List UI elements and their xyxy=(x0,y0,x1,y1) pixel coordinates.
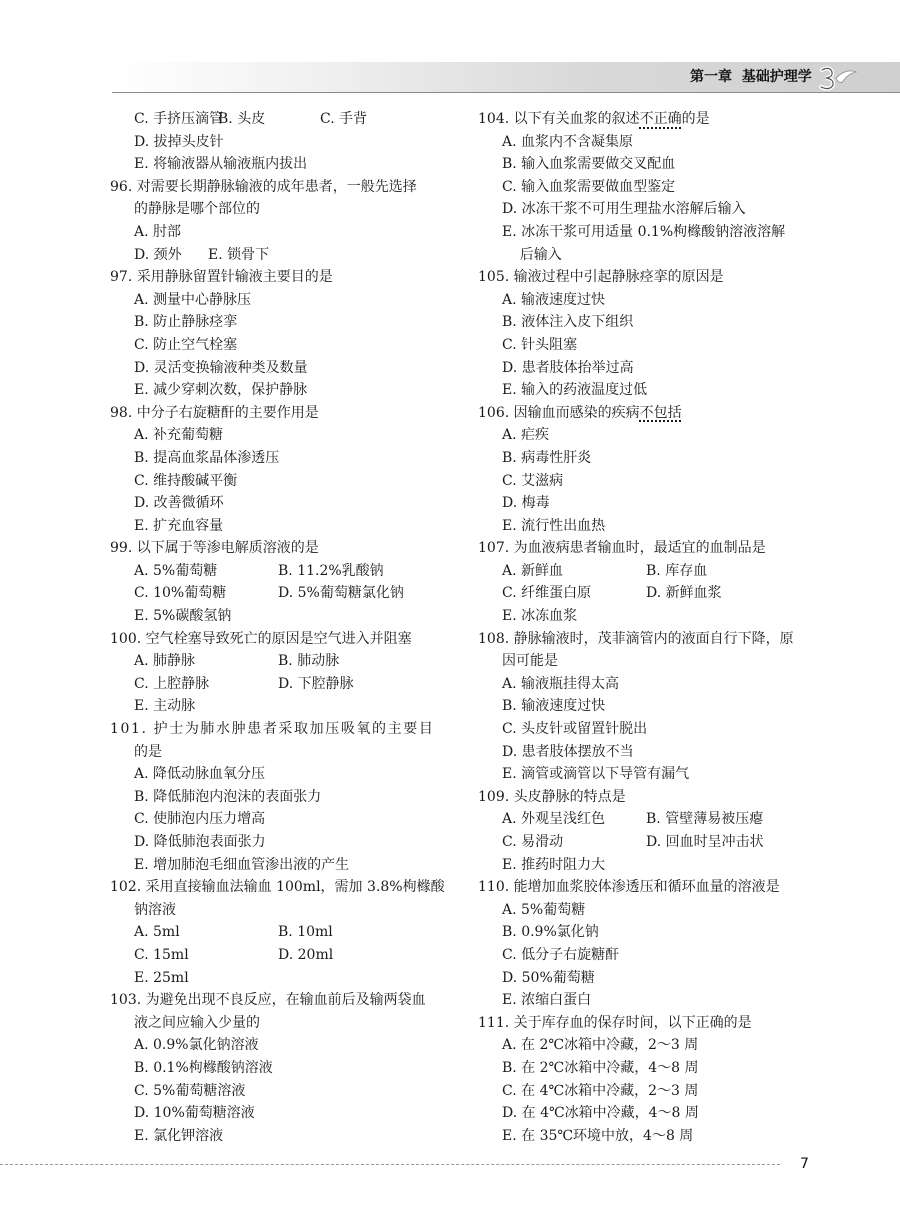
answer-option xyxy=(110,289,510,312)
question-stem-continued xyxy=(110,899,510,922)
option-text: D. 患者肢体摆放不当 xyxy=(502,743,634,760)
chapter-label: 第一章 xyxy=(690,69,732,85)
right-column xyxy=(478,108,890,1147)
question-stem xyxy=(478,628,890,651)
option-text: A. 5%葡萄糖 xyxy=(134,562,218,579)
answer-option xyxy=(478,470,890,493)
option-text: D. 梅毒 xyxy=(502,495,550,512)
answer-option xyxy=(478,357,890,380)
question-text: 钠溶液 xyxy=(134,901,176,918)
option-text: B. 管壁薄易被压瘪 xyxy=(646,811,764,828)
answer-option xyxy=(110,131,510,154)
question-stem xyxy=(478,876,890,899)
option-text: C. 在 4℃冰箱中冷藏，2～3 周 xyxy=(502,1082,699,1099)
question-stem xyxy=(478,108,890,131)
option-text: B. 液体注入皮下组织 xyxy=(502,314,634,331)
option-text: A. 5%葡萄糖 xyxy=(502,901,586,918)
question-text: 99. 以下属于等渗电解质溶液的是 xyxy=(110,540,319,557)
answer-option xyxy=(110,447,510,470)
option-text: E. 滴管或滴管以下导管有漏气 xyxy=(502,766,690,783)
question-text: 因可能是 xyxy=(502,653,558,670)
option-text: D. 在 4℃冰箱中冷藏，4～8 周 xyxy=(502,1105,699,1122)
answer-option xyxy=(478,967,890,990)
answer-option-row xyxy=(110,560,510,583)
option-text: E. 锁骨下 xyxy=(208,246,270,263)
option-text: E. 输入的药液温度过低 xyxy=(502,382,648,399)
answer-option xyxy=(110,1125,510,1148)
option-text: A. 5ml xyxy=(134,924,180,941)
option-text: E. 扩充血容量 xyxy=(134,517,224,534)
answer-option xyxy=(478,741,890,764)
option-text: C. 艾滋病 xyxy=(502,472,564,489)
answer-option-row xyxy=(110,673,510,696)
question-stem xyxy=(110,718,510,741)
question-text: 104. 以下有关血浆的叙述 xyxy=(478,111,640,127)
question-stem xyxy=(110,876,510,899)
option-text: E. 流行性出血热 xyxy=(502,517,606,534)
option-text: C. 防止空气栓塞 xyxy=(134,336,238,353)
option-text: A. 测量中心静脉压 xyxy=(134,291,252,308)
question-text: 98. 中分子右旋糖酐的主要作用是 xyxy=(110,404,319,421)
option-text: A. 在 2℃冰箱中冷藏，2～3 周 xyxy=(502,1037,699,1054)
question-text: 后输入 xyxy=(502,246,562,263)
option-text: A. 血浆内不含凝集原 xyxy=(502,133,634,150)
answer-option-row xyxy=(110,650,510,673)
publisher-logo-icon xyxy=(816,64,860,92)
option-text: A. 0.9%氯化钠溶液 xyxy=(134,1037,259,1054)
page-number: 7 xyxy=(800,1156,809,1172)
option-text: C. 5%葡萄糖溶液 xyxy=(134,1082,246,1099)
option-text: E. 氯化钾溶液 xyxy=(134,1127,224,1144)
option-text: E. 在 35℃环境中放，4～8 周 xyxy=(502,1127,694,1144)
answer-option xyxy=(110,1102,510,1125)
answer-option xyxy=(478,763,890,786)
question-stem xyxy=(110,402,510,425)
option-text: E. 减少穿刺次数，保护静脉 xyxy=(134,382,308,399)
answer-option xyxy=(110,424,510,447)
answer-option xyxy=(110,854,510,877)
option-text: C. 低分子右旋糖酐 xyxy=(502,946,620,963)
answer-option xyxy=(478,289,890,312)
option-text: D. 下腔静脉 xyxy=(278,675,354,692)
question-text: 109. 头皮静脉的特点是 xyxy=(478,788,626,805)
option-text: D. 新鲜血浆 xyxy=(646,585,722,602)
answer-option xyxy=(110,492,510,515)
option-text: A. 肺静脉 xyxy=(134,653,196,670)
option-text: A. 新鲜血 xyxy=(502,562,564,579)
answer-option xyxy=(478,334,890,357)
option-text: C. 输入血浆需要做血型鉴定 xyxy=(502,178,676,195)
emphasized-text: 不正确 xyxy=(639,111,682,127)
answer-option xyxy=(110,1034,510,1057)
answer-option xyxy=(110,786,510,809)
option-text: A. 输液瓶挂得太高 xyxy=(502,675,620,692)
option-text: C. 头皮针或留置针脱出 xyxy=(502,721,648,738)
option-text: E. 浓缩白蛋白 xyxy=(502,992,592,1009)
answer-option xyxy=(110,515,510,538)
answer-option xyxy=(478,695,890,718)
footer-rule xyxy=(0,1164,780,1165)
question-text: 108. 静脉输液时，茂菲滴管内的液面自行下降，原 xyxy=(478,630,794,647)
option-text: C. 上腔静脉 xyxy=(134,675,210,692)
answer-option xyxy=(110,379,510,402)
option-text: E. 将输液器从输液瓶内拔出 xyxy=(134,156,308,173)
question-stem xyxy=(110,989,510,1012)
answer-option-row xyxy=(478,808,890,831)
question-text: 100. 空气栓塞导致死亡的原因是空气进入并阻塞 xyxy=(110,630,412,647)
question-stem-continued xyxy=(478,244,890,267)
option-text: D. 患者肢体抬举过高 xyxy=(502,359,634,376)
option-text: E. 25ml xyxy=(134,969,189,986)
option-text: C. 针头阻塞 xyxy=(502,336,578,353)
option-text: E. 增加肺泡毛细血管渗出液的产生 xyxy=(134,856,350,873)
option-text: D. 颈外 xyxy=(134,246,182,263)
answer-option xyxy=(478,311,890,334)
option-text: D. 冰冻干浆不可用生理盐水溶解后输入 xyxy=(502,201,746,218)
option-text: C. 10%葡萄糖 xyxy=(134,585,227,602)
left-column xyxy=(110,108,510,1147)
option-text: B. 10ml xyxy=(278,924,333,941)
option-text: E. 主动脉 xyxy=(134,698,196,715)
answer-option-row xyxy=(478,560,890,583)
answer-option xyxy=(110,153,510,176)
question-text: 110. 能增加血浆胶体渗透压和循环血量的溶液是 xyxy=(478,879,780,896)
answer-option xyxy=(478,1057,890,1080)
answer-option xyxy=(478,989,890,1012)
answer-option xyxy=(478,1102,890,1125)
answer-option xyxy=(478,673,890,696)
answer-option xyxy=(110,357,510,380)
question-text: 102. 采用直接输血法输血 100ml，需加 3.8%枸橼酸 xyxy=(110,879,445,896)
option-text: C. 15ml xyxy=(134,946,189,963)
question-text: 105. 输液过程中引起静脉痉挛的原因是 xyxy=(478,269,724,286)
option-text: B. 输液速度过快 xyxy=(502,698,606,715)
answer-option xyxy=(478,718,890,741)
option-text: B. 头皮 xyxy=(218,111,266,127)
question-text: 的是 xyxy=(134,743,162,760)
option-text: B. 降低肺泡内泡沫的表面张力 xyxy=(134,788,322,805)
question-text: 107. 为血液病患者输血时，最适宜的血制品是 xyxy=(478,540,766,557)
answer-option xyxy=(478,515,890,538)
option-text: C. 使肺泡内压力增高 xyxy=(134,811,266,828)
option-text: D. 5%葡萄糖氯化钠 xyxy=(278,585,404,602)
answer-option xyxy=(110,1080,510,1103)
option-text: C. 手挤压滴管 xyxy=(134,111,224,127)
answer-option xyxy=(110,831,510,854)
question-text: 的静脉是哪个部位的 xyxy=(134,201,260,218)
answer-option xyxy=(478,921,890,944)
question-stem-continued xyxy=(478,650,890,673)
option-text: C. 纤维蛋白原 xyxy=(502,585,592,602)
question-text: 液之间应输入少量的 xyxy=(134,1014,260,1031)
option-text: D. 10%葡萄糖溶液 xyxy=(134,1105,255,1122)
answer-option xyxy=(478,221,890,244)
option-text: B. 11.2%乳酸钠 xyxy=(278,562,384,579)
question-stem xyxy=(478,402,890,425)
answer-option xyxy=(478,899,890,922)
option-text: D. 灵活变换输液种类及数量 xyxy=(134,359,308,376)
option-text: B. 0.1%枸橼酸钠溶液 xyxy=(134,1059,273,1076)
answer-option xyxy=(478,854,890,877)
option-text: B. 输入血浆需要做交叉配血 xyxy=(502,156,676,173)
answer-option xyxy=(110,763,510,786)
question-text: 101. 护士为肺水肿患者采取加压吸氧的主要目 xyxy=(110,721,435,738)
option-text: A. 疟疾 xyxy=(502,427,550,444)
option-text: E. 冰冻干浆可用适量 0.1%枸橼酸钠溶液溶解 xyxy=(502,223,786,240)
answer-option xyxy=(478,131,890,154)
answer-option xyxy=(478,198,890,221)
answer-option xyxy=(478,447,890,470)
answer-option xyxy=(110,470,510,493)
option-text: A. 外观呈浅红色 xyxy=(502,811,606,828)
question-stem xyxy=(478,266,890,289)
option-text: B. 防止静脉痉挛 xyxy=(134,314,238,331)
question-stem xyxy=(478,537,890,560)
answer-option xyxy=(478,379,890,402)
option-text: D. 拔掉头皮针 xyxy=(134,133,224,150)
option-text: B. 在 2℃冰箱中冷藏，4～8 周 xyxy=(502,1059,699,1076)
option-text: B. 0.9%氯化钠 xyxy=(502,924,599,941)
answer-option-row xyxy=(110,244,510,267)
question-stem xyxy=(478,786,890,809)
answer-option-row xyxy=(478,582,890,605)
question-text: 103. 为避免出现不良反应，在输血前后及输两袋血 xyxy=(110,992,426,1009)
question-text-end: 的是 xyxy=(681,111,710,127)
option-text: D. 降低肺泡表面张力 xyxy=(134,834,266,850)
answer-option xyxy=(110,695,510,718)
option-text: B. 库存血 xyxy=(646,562,708,579)
option-text: D. 改善微循环 xyxy=(134,495,224,512)
option-text: B. 病毒性肝炎 xyxy=(502,449,592,466)
answer-option-row xyxy=(110,944,510,967)
answer-option xyxy=(110,605,510,628)
question-text: 106. 因输血而感染的疾病 xyxy=(478,404,640,421)
answer-option xyxy=(478,492,890,515)
running-header xyxy=(690,66,812,88)
answer-option xyxy=(478,1080,890,1103)
option-text: B. 提高血浆晶体渗透压 xyxy=(134,449,280,466)
option-text: A. 肘部 xyxy=(134,223,182,240)
question-stem xyxy=(110,537,510,560)
answer-option xyxy=(110,808,510,831)
answer-option-row xyxy=(478,831,890,854)
option-text: C. 维持酸碱平衡 xyxy=(134,472,238,489)
answer-option xyxy=(478,605,890,628)
option-text: D. 20ml xyxy=(278,946,334,963)
question-stem xyxy=(110,266,510,289)
answer-option xyxy=(110,1057,510,1080)
answer-option xyxy=(478,944,890,967)
answer-option-row xyxy=(110,582,510,605)
question-stem xyxy=(478,1012,890,1035)
option-text: A. 降低动脉血氧分压 xyxy=(134,766,266,783)
option-text: B. 肺动脉 xyxy=(278,653,340,670)
option-text: E. 推药时阻力大 xyxy=(502,856,606,873)
answer-option-row xyxy=(110,921,510,944)
answer-option xyxy=(110,108,510,131)
question-stem xyxy=(110,176,510,199)
question-stem xyxy=(110,628,510,651)
option-text: D. 50%葡萄糖 xyxy=(502,969,595,986)
question-text: 97. 采用静脉留置针输液主要目的是 xyxy=(110,269,333,286)
chapter-title: 基础护理学 xyxy=(741,69,812,85)
answer-option xyxy=(478,176,890,199)
option-text: D. 回血时呈冲击状 xyxy=(646,834,764,850)
answer-option xyxy=(110,311,510,334)
answer-option xyxy=(478,1125,890,1148)
question-stem-continued xyxy=(110,741,510,764)
option-text: A. 补充葡萄糖 xyxy=(134,427,224,444)
option-text: E. 冰冻血浆 xyxy=(502,608,578,625)
question-text: 96. 对需要长期静脉输液的成年患者，一般先选择 xyxy=(110,178,417,195)
question-text: 111. 关于库存血的保存时间，以下正确的是 xyxy=(478,1014,752,1031)
question-stem-continued xyxy=(110,198,510,221)
answer-option xyxy=(478,1034,890,1057)
answer-option xyxy=(478,424,890,447)
emphasized-text: 不包括 xyxy=(639,404,682,421)
option-text: C. 易滑动 xyxy=(502,834,564,850)
option-text: C. 手背 xyxy=(320,111,368,127)
option-text: E. 5%碳酸氢钠 xyxy=(134,608,232,625)
answer-option xyxy=(110,334,510,357)
answer-option xyxy=(478,153,890,176)
question-stem-continued xyxy=(110,1012,510,1035)
answer-option xyxy=(110,967,510,990)
header-rule xyxy=(112,92,900,93)
option-text: A. 输液速度过快 xyxy=(502,291,606,308)
